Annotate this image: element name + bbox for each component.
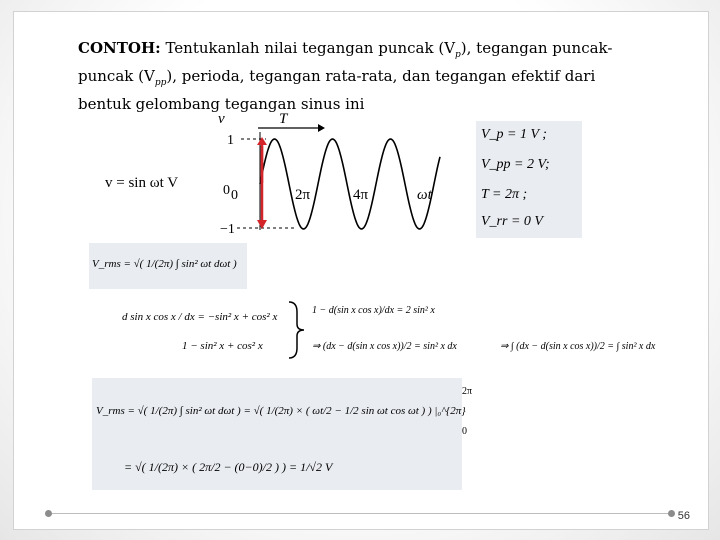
limit-top: 2π	[462, 386, 473, 397]
tick-minus-one: −1	[220, 222, 235, 237]
footer-line	[48, 513, 672, 514]
sub-p: p	[455, 50, 461, 60]
function-label: v = sin ωt V	[105, 175, 179, 191]
result-period: T = 2π ;	[481, 187, 528, 202]
title-line2a: puncak (V	[78, 67, 155, 85]
brace-eq1: 1 − d(sin x cos x)/dx = 2 sin² x	[312, 305, 435, 316]
title-line1b: ), tegangan puncak-	[460, 39, 613, 57]
v-axis-label: v	[218, 111, 225, 127]
period-label: T	[279, 111, 288, 127]
result-vrr: V_rr = 0 V	[481, 214, 543, 229]
vp-marker-head	[257, 137, 267, 145]
sine-wave	[260, 139, 440, 229]
x-wt: ωt	[417, 187, 432, 203]
identity-eq: 1 − sin² x + cos² x	[182, 340, 263, 352]
tick-one: 1	[227, 133, 234, 148]
vrms-full: V_rms = √( 1/(2π) ∫ sin² ωt dωt ) = √( 1/(2π) × ( ωt/2 − 1/2 sin ωt cos ωt ) ) |₀^{2π}	[96, 405, 466, 417]
derivative-eq: d sin x cos x / dx = −sin² x + cos² x	[122, 311, 278, 323]
brace	[285, 300, 307, 360]
title-line2b: ), perioda, tegangan rata-rata, dan tegangan efektif dari	[166, 67, 596, 85]
title-line3: bentuk gelombang tegangan sinus ini	[78, 95, 365, 113]
sub-pp: pp	[154, 78, 167, 88]
slide-number: 56	[677, 510, 690, 522]
brace-eq2: ⇒ (dx − d(sin x cos x))/2 = sin² x dx	[312, 341, 457, 352]
vpp-marker-head	[257, 220, 267, 229]
vrms-definition: V_rms = √( 1/(2π) ∫ sin² ωt dωt )	[92, 258, 237, 270]
integral-eq: ⇒ ∫ (dx − d(sin x cos x))/2 = ∫ sin² x dx	[500, 341, 656, 352]
tick-zero-b: 0	[231, 188, 238, 203]
limit-bottom: 0	[462, 426, 467, 437]
vrms-result: = √( 1/(2π) × ( 2π/2 − (0−0)/2 ) ) = 1/√2 V	[124, 460, 333, 474]
title-line1: Tentukanlah nilai tegangan puncak (V	[165, 39, 456, 57]
footer-dot-right	[668, 510, 675, 517]
x-2pi: 2π	[295, 187, 311, 203]
example-label: CONTOH:	[78, 39, 161, 57]
x-4pi: 4π	[353, 187, 369, 203]
tick-zero-a: 0	[223, 183, 230, 198]
result-vpp: V_pp = 2 V;	[481, 157, 550, 172]
footer-dot-left	[45, 510, 52, 517]
result-vp: V_p = 1 V ;	[481, 127, 547, 142]
period-arrow-head	[318, 124, 325, 132]
